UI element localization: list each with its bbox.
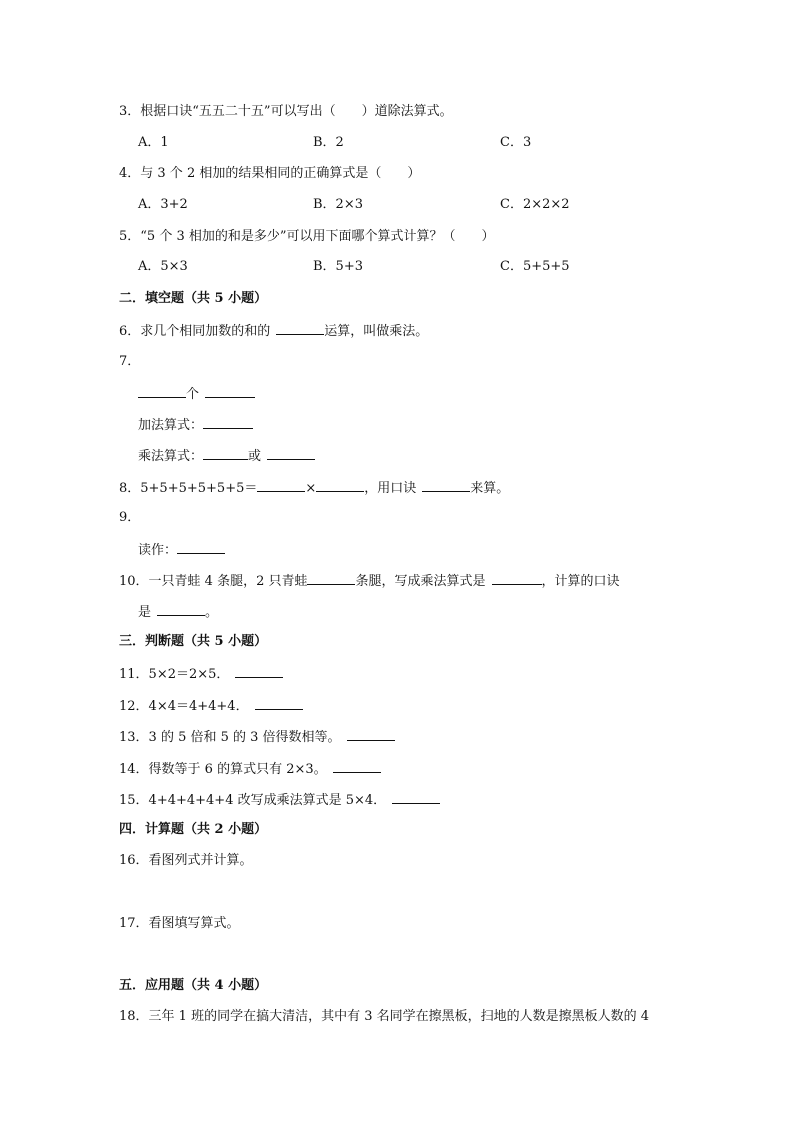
question-17: 17．看图填写算式。 bbox=[119, 916, 240, 931]
q13-text: 13．3 的 5 倍和 5 的 3 倍得数相等。 bbox=[119, 730, 341, 745]
question-7-number: 7． bbox=[119, 354, 141, 369]
q10-text-mid2: ，计算的口诀 bbox=[541, 574, 620, 589]
q6-blank bbox=[276, 321, 324, 335]
q7-multiplication-line bbox=[138, 446, 315, 466]
q5-option-c: C．5+5+5 bbox=[500, 259, 570, 274]
q5-option-a: A．5×3 bbox=[138, 259, 188, 274]
question-6 bbox=[119, 321, 428, 341]
section-3-heading: 三．判断题（共 5 小题） bbox=[119, 634, 268, 649]
q7-ge-label: 个 bbox=[186, 387, 200, 402]
q8-text-before: 8．5+5+5+5+5+5＝ bbox=[119, 481, 258, 496]
q8-blank-2 bbox=[316, 478, 364, 492]
question-16: 16．看图列式并计算。 bbox=[119, 853, 253, 868]
q10-text-mid1: 条腿，写成乘法算式是 bbox=[355, 574, 486, 589]
q4-option-a: A．3+2 bbox=[138, 197, 188, 212]
q5-option-b: B．5+3 bbox=[313, 259, 363, 274]
q7-blank-2 bbox=[205, 384, 255, 398]
q14-text: 14．得数等于 6 的算式只有 2×3。 bbox=[119, 762, 327, 777]
q10-blank-2 bbox=[492, 571, 542, 585]
question-3: 3．根据口诀“五五二十五”可以写出（ ）道除法算式。 bbox=[119, 104, 453, 119]
q10-line-2 bbox=[138, 602, 218, 622]
q7-addition-label: 加法算式： bbox=[138, 418, 204, 433]
q15-text: 15．4+4+4+4+4 改写成乘法算式是 5×4． bbox=[119, 793, 387, 808]
q7-blank-5 bbox=[267, 446, 315, 460]
question-11 bbox=[119, 664, 283, 684]
question-5: 5．“5 个 3 相加的和是多少”可以用下面哪个算式计算？（ ） bbox=[119, 229, 495, 244]
q10-shi-label: 是 bbox=[138, 605, 152, 620]
q10-blank-3 bbox=[157, 602, 205, 616]
q13-blank bbox=[347, 727, 395, 741]
question-12 bbox=[119, 696, 303, 716]
section-5-heading: 五．应用题（共 4 小题） bbox=[119, 978, 268, 993]
q4-option-b: B．2×3 bbox=[313, 197, 363, 212]
q3-option-a: A．1 bbox=[138, 135, 169, 150]
q9-read-label: 读作： bbox=[138, 543, 178, 558]
question-13 bbox=[119, 727, 395, 747]
q15-blank bbox=[392, 790, 440, 804]
section-2-heading: 二．填空题（共 5 小题） bbox=[119, 291, 268, 306]
q9-blank bbox=[177, 540, 225, 554]
q12-blank bbox=[255, 696, 303, 710]
q8-text-mid: ，用口诀 bbox=[364, 481, 417, 496]
q11-text: 11．5×2＝2×5． bbox=[119, 667, 230, 682]
q11-blank bbox=[235, 664, 283, 678]
q3-option-c: C．3 bbox=[500, 135, 532, 150]
q3-option-b: B．2 bbox=[313, 135, 344, 150]
q10-text-before: 10．一只青蛙 4 条腿，2 只青蛙 bbox=[119, 574, 308, 589]
q7-addition-line bbox=[138, 415, 253, 435]
question-9-number: 9． bbox=[119, 510, 141, 525]
question-8 bbox=[119, 478, 509, 498]
question-4: 4．与 3 个 2 相加的结果相同的正确算式是（ ） bbox=[119, 166, 421, 181]
q10-blank-1 bbox=[307, 571, 355, 585]
q7-count-line bbox=[138, 384, 255, 404]
q10-end: 。 bbox=[205, 605, 219, 620]
q7-multiplication-label: 乘法算式： bbox=[138, 449, 204, 464]
q14-blank bbox=[333, 759, 381, 773]
q8-blank-3 bbox=[422, 478, 470, 492]
q4-option-c: C．2×2×2 bbox=[500, 197, 570, 212]
q9-read-line bbox=[138, 540, 225, 560]
question-15 bbox=[119, 790, 440, 810]
q7-blank-1 bbox=[138, 384, 186, 398]
q7-or-label: 或 bbox=[248, 449, 262, 464]
question-18: 18．三年 1 班的同学在搞大清洁，其中有 3 名同学在擦黑板，扫地的人数是擦黑板人数的 4 bbox=[119, 1009, 650, 1024]
q7-blank-4 bbox=[203, 446, 248, 460]
section-4-heading: 四．计算题（共 2 小题） bbox=[119, 822, 268, 837]
q8-blank-1 bbox=[257, 478, 305, 492]
q8-text-after: 来算。 bbox=[470, 481, 510, 496]
q8-times: × bbox=[305, 481, 317, 496]
question-14 bbox=[119, 759, 381, 779]
q6-text-before: 6．求几个相同加数的和的 bbox=[119, 324, 271, 339]
question-10 bbox=[119, 571, 620, 591]
q7-blank-3 bbox=[203, 415, 253, 429]
q12-text: 12．4×4＝4+4+4． bbox=[119, 699, 249, 714]
q6-text-after: 运算，叫做乘法。 bbox=[324, 324, 429, 339]
